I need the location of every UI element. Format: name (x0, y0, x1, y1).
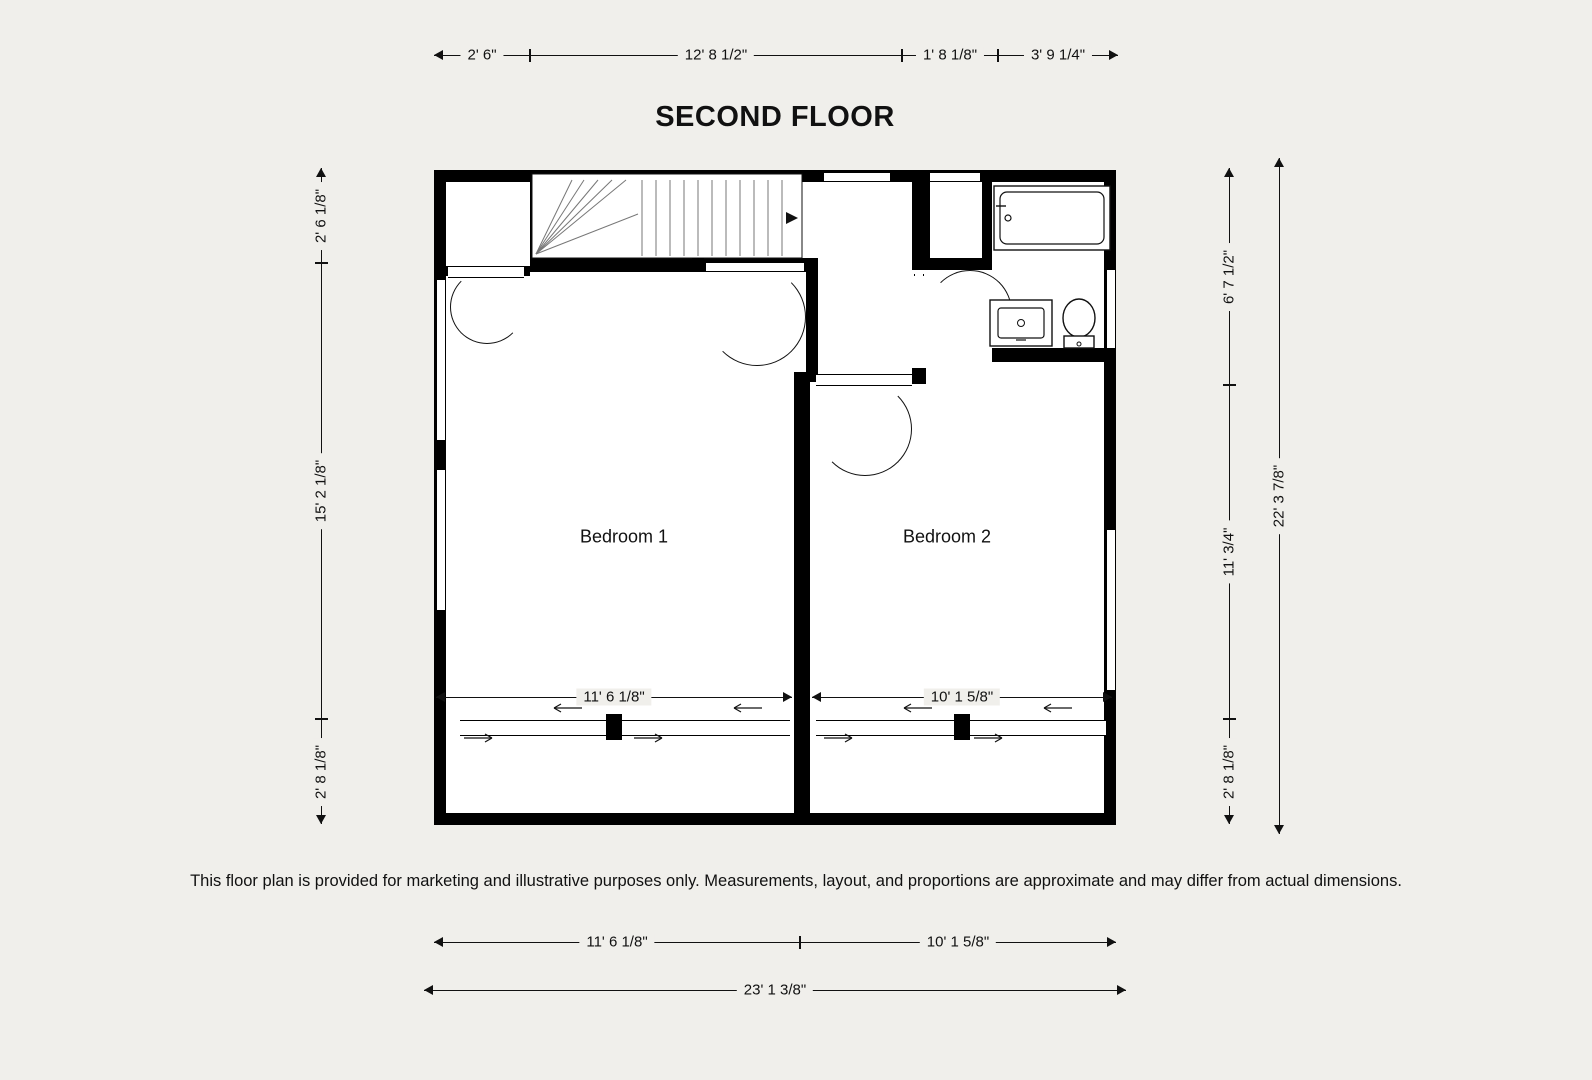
door-bath-jamb (914, 274, 924, 276)
dimension-bedroom1-width-label: 11' 6 1/8" (576, 689, 651, 706)
arrow-down-icon (316, 815, 326, 824)
wall-bath-left (912, 170, 924, 270)
dimension-right-inner-3 (1218, 719, 1240, 824)
dimension-bedroom1-width (436, 688, 792, 706)
dimension-top-1 (434, 45, 530, 65)
dimension-right-inner-2-label: 11' 3/4" (1221, 521, 1238, 584)
dimension-bottom-inner-1-label: 11' 6 1/8" (579, 934, 654, 951)
door-swing-closet (450, 270, 524, 344)
dimension-top-2 (530, 45, 902, 65)
wall-linen-closet (924, 170, 930, 258)
window-left-1 (436, 280, 446, 440)
wall-bottom (434, 813, 1116, 825)
wall-left-pier-2 (434, 610, 446, 632)
sink-icon (990, 300, 1052, 348)
dimension-left-2-label: 15' 2 1/8" (313, 453, 330, 529)
dimension-top-4 (998, 45, 1118, 65)
dimension-right-inner-1 (1218, 168, 1240, 385)
page-title (0, 101, 1592, 134)
dimension-bedroom2-width (812, 688, 1112, 706)
stairs-icon (532, 174, 802, 262)
arrow-right-icon (1117, 985, 1126, 995)
wall-hall-right-upper (806, 258, 818, 382)
dimension-top-3 (902, 45, 998, 65)
dimension-left-1-label: 2' 6 1/8" (313, 181, 330, 249)
dimension-left-3 (310, 719, 332, 824)
wall-left-pier-1 (434, 440, 446, 470)
dimension-bottom-inner-2 (800, 932, 1116, 952)
arrow-down-icon (1274, 825, 1284, 834)
arrow-right-icon (1109, 50, 1118, 60)
bathtub-icon (994, 186, 1110, 252)
dimension-top-3-label: 1' 8 1/8" (916, 47, 984, 64)
arrow-up-icon (316, 168, 326, 177)
wall-hall-left-stub (692, 258, 704, 272)
disclaimer-text: This floor plan is provided for marketing and illustrative purposes only. Measurements, layout, and proportions are approximate and may differ from actual dimensions. (190, 872, 1402, 890)
wall-bedroom2-jamb (912, 368, 926, 384)
floor-plan-drawing (434, 170, 1116, 825)
dimension-left-2 (310, 263, 332, 719)
dimension-left-3-label: 2' 8 1/8" (313, 737, 330, 805)
page-title-text: SECOND FLOOR (655, 101, 895, 133)
dimension-bedroom2-width-label: 10' 1 5/8" (924, 689, 1000, 706)
dimension-right-inner-3-label: 2' 8 1/8" (1221, 737, 1238, 805)
door-swing-bedroom1 (708, 268, 806, 366)
dimension-left-1 (310, 168, 332, 263)
dimension-top-4-label: 3' 9 1/4" (1024, 47, 1092, 64)
arrow-left-icon (424, 985, 433, 995)
dimension-bottom-outer (424, 980, 1126, 1000)
arrow-left-icon (436, 692, 445, 702)
arrow-down-icon (1224, 815, 1234, 824)
window-left-2 (436, 470, 446, 610)
dimension-top-2-label: 12' 8 1/2" (678, 47, 754, 64)
dimension-right-inner-1-label: 6' 7 1/2" (1221, 242, 1238, 310)
arrow-up-icon (1224, 168, 1234, 177)
dimension-bottom-outer-label: 23' 1 3/8" (737, 982, 813, 999)
room-label-bedroom-2: Bedroom 2 (902, 526, 992, 547)
dimension-bottom-inner-1 (434, 932, 800, 952)
room-label-bedroom-1: Bedroom 1 (579, 526, 669, 547)
wall-center-vertical (794, 372, 810, 825)
arrow-right-icon (1103, 692, 1112, 702)
dimension-right-outer-label: 22' 3 7/8" (1271, 458, 1288, 534)
wall-bath-inner-v (982, 170, 992, 266)
arrow-left-icon (434, 937, 443, 947)
window-right-2 (1106, 530, 1116, 690)
arrow-left-icon (812, 692, 821, 702)
door-swing-bedroom2 (818, 382, 912, 476)
dimension-right-inner-2 (1218, 385, 1240, 719)
window-top-1 (824, 172, 890, 182)
dimension-bottom-inner-2-label: 10' 1 5/8" (920, 934, 996, 951)
wall-bath-bottom (912, 258, 992, 270)
toilet-icon (1056, 296, 1102, 352)
dimension-top-1-label: 2' 6" (460, 47, 503, 64)
arrow-left-icon (434, 50, 443, 60)
arrow-right-icon (783, 692, 792, 702)
arrow-up-icon (1274, 158, 1284, 167)
window-right-1 (1106, 270, 1116, 350)
dimension-right-outer (1268, 158, 1290, 834)
arrow-right-icon (1107, 937, 1116, 947)
